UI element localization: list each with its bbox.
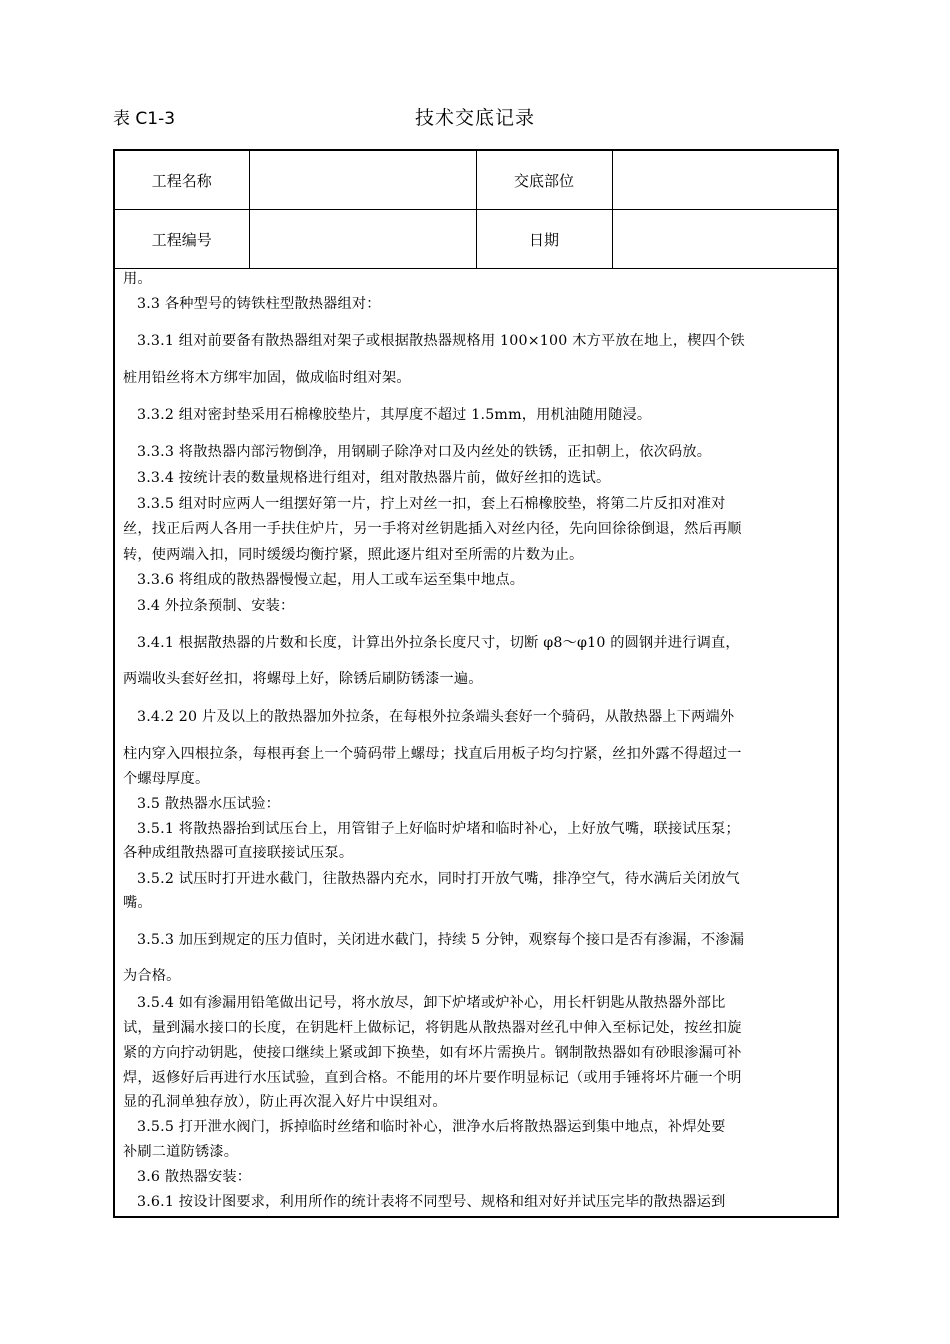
content-line: 3.4 外拉条预制、安装： xyxy=(137,598,295,614)
content-line: 3.3.2 组对密封垫采用石棉橡胶垫片，其厚度不超过 1.5mm，用机油随用随浸。 xyxy=(137,407,652,423)
content-line: 3.5.5 打开泄水阀门，拆掉临时丝绪和临时补心，泄净水后将散热器运到集中地点，补焊处要 xyxy=(137,1119,726,1135)
content-line: 3.5.2 试压时打开进水截门，往散热器内充水，同时打开放气嘴，排净空气，待水满后关闭放气 xyxy=(137,871,740,887)
date-field[interactable] xyxy=(612,210,837,269)
project-name-field[interactable] xyxy=(249,151,476,210)
content-line: 为合格。 xyxy=(123,968,181,984)
content-line: 试，量到漏水接口的长度，在钥匙杆上做标记，将钥匙从散热器对丝孔中伸入至标记处，按丝扣旋 xyxy=(123,1020,742,1036)
content-line: 3.3.4 按统计表的数量规格进行组对，组对散热器片前，做好丝扣的选试。 xyxy=(137,470,611,486)
content-line: 紧的方向拧动钥匙，使接口继续上紧或卸下换垫，如有坏片需换片。钢制散热器如有砂眼渗漏可补 xyxy=(123,1045,742,1061)
content-line: 3.5.4 如有渗漏用铅笔做出记号，将水放尽，卸下炉堵或炉补心，用长杆钥匙从散热器外部比 xyxy=(137,995,726,1011)
content-line: 3.3.1 组对前要备有散热器组对架子或根据散热器规格用 100×100 木方平放在地上，楔四个铁 xyxy=(137,333,745,349)
content-line: 3.3.6 将组成的散热器慢慢立起，用人工或车运至集中地点。 xyxy=(137,572,525,588)
content-line: 丝，找正后两人各用一手扶住炉片，另一手将对丝钥匙插入对丝内径，先向回徐徐倒退，然后再顺 xyxy=(123,521,742,537)
content-line: 桩用铅丝将木方绑牢加固，做成临时组对架。 xyxy=(123,370,411,386)
content-line: 3.3.5 组对时应两人一组摆好第一片，拧上对丝一扣，套上石棉橡胶垫，将第二片反扣对准对 xyxy=(137,496,726,512)
content-line: 3.5.1 将散热器抬到试压台上，用管钳子上好临时炉堵和临时补心，上好放气嘴，联接试压泵； xyxy=(137,821,740,837)
content-line: 用。 xyxy=(123,271,152,287)
project-no-field[interactable] xyxy=(249,210,476,269)
info-row-1 xyxy=(115,151,837,210)
content-line: 各种成组散热器可直接联接试压泵。 xyxy=(123,845,354,861)
content-line: 两端收头套好丝扣，将螺母上好，除锈后刷防锈漆一遍。 xyxy=(123,671,483,687)
content-line: 3.5 散热器水压试验： xyxy=(137,796,280,812)
content-line: 3.6 散热器安装： xyxy=(137,1169,252,1185)
content-line: 补刷二道防锈漆。 xyxy=(123,1144,239,1160)
content-line: 3.6.1 按设计图要求，利用所作的统计表将不同型号、规格和组对好并试压完毕的散热器运到 xyxy=(137,1194,726,1210)
content-line: 3.5.3 加压到规定的压力值时，关闭进水截门，持续 5 分钟，观察每个接口是否有渗漏，不渗漏 xyxy=(137,932,745,948)
page-title: 技术交底记录 xyxy=(414,107,535,129)
location-label: 交底部位 xyxy=(476,151,612,210)
info-row-2 xyxy=(115,210,837,269)
content-line: 嘴。 xyxy=(123,895,152,911)
content-line: 个螺母厚度。 xyxy=(123,771,210,787)
content-line: 3.4.2 20 片及以上的散热器加外拉条，在每根外拉条端头套好一个骑码，从散热器上下两端外 xyxy=(137,709,735,725)
form-code: 表 C1-3 xyxy=(113,109,176,129)
date-label: 日期 xyxy=(476,210,612,269)
content-line: 3.3.3 将散热器内部污物倒净，用钢刷子除净对口及内丝处的铁锈，正扣朝上，依次码放。 xyxy=(137,444,712,460)
content-line: 3.4.1 根据散热器的片数和长度，计算出外拉条长度尺寸，切断 φ8～φ10 的圆钢并进行调直， xyxy=(137,635,740,651)
content-line: 柱内穿入四根拉条，每根再套上一个骑码带上螺母；找直后用板子均匀拧紧，丝扣外露不得超过一 xyxy=(123,746,742,762)
project-name-label: 工程名称 xyxy=(115,151,249,210)
content-line: 转，使两端入扣，同时缓缓均衡拧紧，照此逐片组对至所需的片数为止。 xyxy=(123,547,584,563)
content-line: 焊，返修好后再进行水压试验，直到合格。不能用的坏片要作明显标记（或用手锤将坏片砸一个明 xyxy=(123,1070,742,1086)
project-no-label: 工程编号 xyxy=(115,210,249,269)
info-table xyxy=(115,151,837,269)
content-line: 显的孔洞单独存放），防止再次混入好片中误组对。 xyxy=(123,1094,447,1110)
location-field[interactable] xyxy=(612,151,837,210)
record-frame xyxy=(113,149,839,1218)
content-line: 3.3 各种型号的铸铁柱型散热器组对： xyxy=(137,296,381,312)
